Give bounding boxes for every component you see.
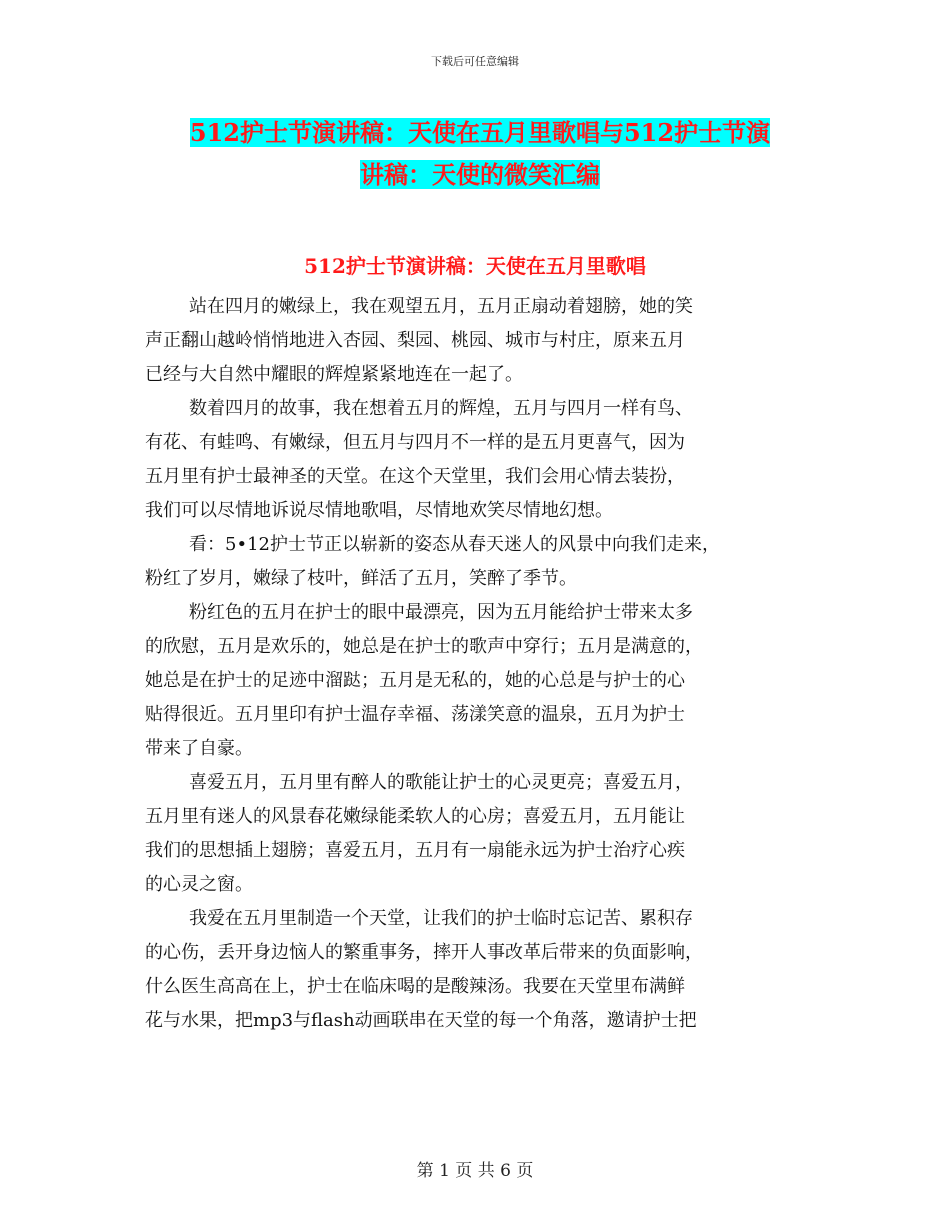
paragraph-2-line-1: 数着四月的故事，我在想着五月的辉煌，五月与四月一样有鸟、: [189, 398, 693, 419]
section-heading: 512护士节演讲稿：天使在五月里歌唱: [304, 254, 646, 278]
title-line-1: 512护士节演讲稿：天使在五月里歌唱与512护士节演: [189, 118, 771, 147]
paragraph-5-line-1: 喜爱五月，五月里有醉人的歌能让护士的心灵更亮；喜爱五月，: [189, 772, 693, 793]
paragraph-5-line-3: 我们的思想插上翅膀；喜爱五月，五月有一扇能永远为护士治疗心疾: [145, 840, 685, 861]
paragraph-1-line-3: 已经与大自然中耀眼的辉煌紧紧地连在一起了。: [145, 364, 523, 385]
paragraph-6-line-3: 什么医生高高在上，护士在临床喝的是酸辣汤。我要在天堂里布满鲜: [145, 976, 685, 997]
paragraph-6-line-4: 花与水果，把mp3与flash动画联串在天堂的每一个角落，邀请护士把: [145, 1010, 697, 1031]
paragraph-2-line-3: 五月里有护士最神圣的天堂。在这个天堂里，我们会用心情去装扮，: [145, 466, 685, 487]
paragraph-2-line-4: 我们可以尽情地诉说尽情地歌唱，尽情地欢笑尽情地幻想。: [145, 500, 613, 521]
page-number: 第 1 页 共 6 页: [416, 1161, 534, 1181]
page-header-note: 下载后可任意编辑: [431, 55, 519, 68]
paragraph-6-line-1: 我爱在五月里制造一个天堂，让我们的护士临时忘记苦、累积存: [189, 908, 693, 929]
paragraph-5-line-2: 五月里有迷人的风景春花嫩绿能柔软人的心房；喜爱五月，五月能让: [145, 806, 685, 827]
paragraph-6-line-2: 的心伤，丢开身边恼人的繁重事务，摔开人事改革后带来的负面影响，: [145, 942, 703, 963]
paragraph-1-line-1: 站在四月的嫩绿上，我在观望五月，五月正扇动着翅膀，她的笑: [189, 296, 693, 317]
paragraph-4-line-5: 带来了自豪。: [145, 738, 253, 759]
paragraph-4-line-1: 粉红色的五月在护士的眼中最漂亮，因为五月能给护士带来太多: [189, 602, 693, 623]
paragraph-1-line-2: 声正翻山越岭悄悄地进入杏园、梨园、桃园、城市与村庄，原来五月: [145, 330, 685, 351]
paragraph-3-line-1: 看：5•12护士节正以崭新的姿态从春天迷人的风景中向我们走来，: [189, 534, 720, 555]
document-title: [140, 112, 820, 196]
paragraph-2-line-2: 有花、有蛙鸣、有嫩绿，但五月与四月不一样的是五月更喜气，因为: [145, 432, 685, 453]
paragraph-5-line-4: 的心灵之窗。: [145, 874, 253, 895]
paragraph-4-line-2: 的欣慰，五月是欢乐的，她总是在护士的歌声中穿行；五月是满意的，: [145, 636, 703, 657]
paragraph-4-line-3: 她总是在护士的足迹中溜跶；五月是无私的，她的心总是与护士的心: [145, 670, 685, 691]
body-text: [145, 290, 825, 1038]
paragraph-3-line-2: 粉红了岁月，嫩绿了枝叶，鲜活了五月，笑醉了季节。: [145, 568, 577, 589]
title-line-2: 讲稿：天使的微笑汇编: [360, 160, 600, 189]
paragraph-4-line-4: 贴得很近。五月里印有护士温存幸福、荡漾笑意的温泉，五月为护士: [145, 704, 685, 725]
